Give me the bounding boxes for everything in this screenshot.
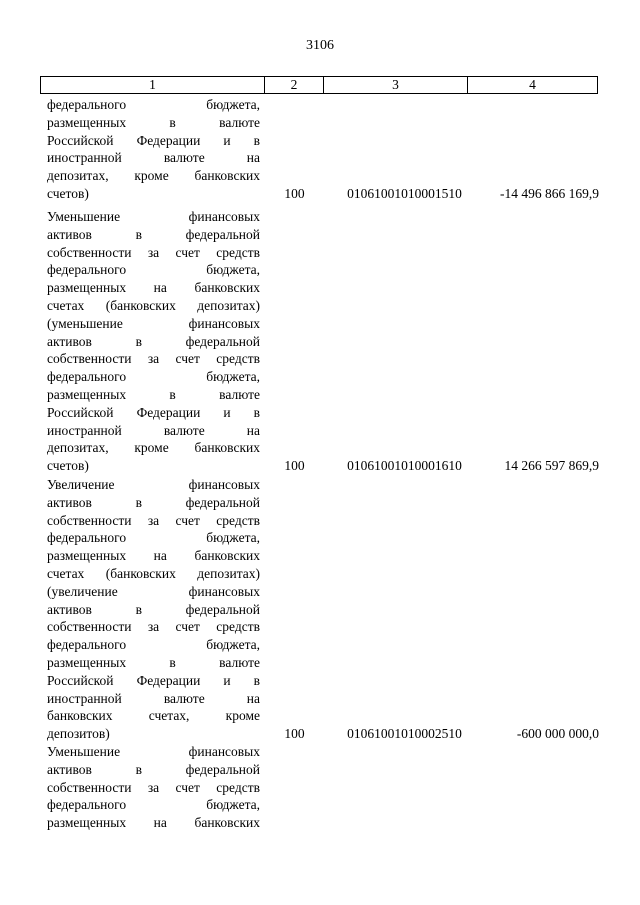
row-classification-code: 01061001010002510 [347, 726, 462, 742]
description-line: федерального бюджета, [47, 262, 260, 278]
description-line: размещенных в валюте [47, 114, 260, 130]
description-line: Российской Федерации и в [47, 404, 260, 420]
description-line: активов в федеральной [47, 333, 260, 349]
description-line: собственности за счет средств [47, 619, 260, 635]
column-header-2: 2 [265, 77, 324, 93]
description-line: федерального бюджета, [47, 797, 260, 813]
description-line: размещенных в валюте [47, 654, 260, 670]
row-amount: -600 000 000,0 [516, 726, 599, 742]
row-amount: -14 496 866 169,9 [500, 186, 599, 201]
description-line: размещенных на банковских [47, 548, 260, 564]
description-line: иностранной валюте на [47, 690, 260, 706]
description-line: Уменьшение финансовых [47, 744, 260, 759]
description-line: иностранной валюте на [47, 150, 260, 166]
description-line: банковских счетах, кроме [47, 708, 260, 724]
description-line: (увеличение финансовых [47, 583, 260, 599]
row-amount: 14 266 597 869,9 [504, 458, 599, 474]
description-line: собственности за счет средств [47, 351, 260, 367]
page-number: 3106 [306, 38, 334, 53]
description-line: федерального бюджета, [47, 97, 260, 112]
description-line: Уменьшение финансовых [47, 209, 260, 224]
description-line: депозитах, кроме банковских [47, 440, 260, 456]
column-header-1: 1 [41, 77, 265, 93]
description-line: депозитов) [47, 726, 110, 742]
description-line: размещенных на банковских [47, 280, 260, 296]
description-line: депозитах, кроме банковских [47, 168, 260, 184]
description-line: активов в федеральной [47, 761, 260, 777]
description-line: активов в федеральной [47, 226, 260, 242]
column-header-3: 3 [324, 77, 468, 93]
description-line: Российской Федерации и в [47, 132, 260, 148]
table-header [40, 76, 598, 94]
description-line: собственности за счет средств [47, 512, 260, 528]
row-code: 100 [284, 458, 305, 474]
column-header-4: 4 [529, 77, 536, 92]
description-line: размещенных на банковских [47, 815, 260, 831]
row-description [47, 476, 260, 743]
description-line: размещенных в валюте [47, 386, 260, 402]
description-line: активов в федеральной [47, 601, 260, 617]
description-line: (уменьшение финансовых [47, 315, 260, 331]
description-line: счетах (банковских депозитах) [47, 297, 260, 313]
row-description [47, 96, 260, 203]
description-line: собственности за счет средств [47, 244, 260, 260]
row-description [47, 743, 260, 832]
description-line: счетов) [47, 185, 89, 201]
description-line: счетах (банковских депозитах) [47, 565, 260, 581]
row-description [47, 208, 260, 475]
description-line: собственности за счет средств [47, 779, 260, 795]
row-code: 100 [284, 726, 305, 742]
row-classification-code: 01061001010001510 [347, 186, 462, 201]
description-line: федерального бюджета, [47, 530, 260, 546]
description-line: федерального бюджета, [47, 369, 260, 385]
row-code: 100 [284, 186, 305, 201]
description-line: активов в федеральной [47, 494, 260, 510]
description-line: Российской Федерации и в [47, 672, 260, 688]
description-line: Увеличение финансовых [47, 477, 260, 492]
row-classification-code: 01061001010001610 [347, 458, 462, 474]
description-line: иностранной валюте на [47, 422, 260, 438]
description-line: счетов) [47, 458, 89, 474]
description-line: федерального бюджета, [47, 637, 260, 653]
